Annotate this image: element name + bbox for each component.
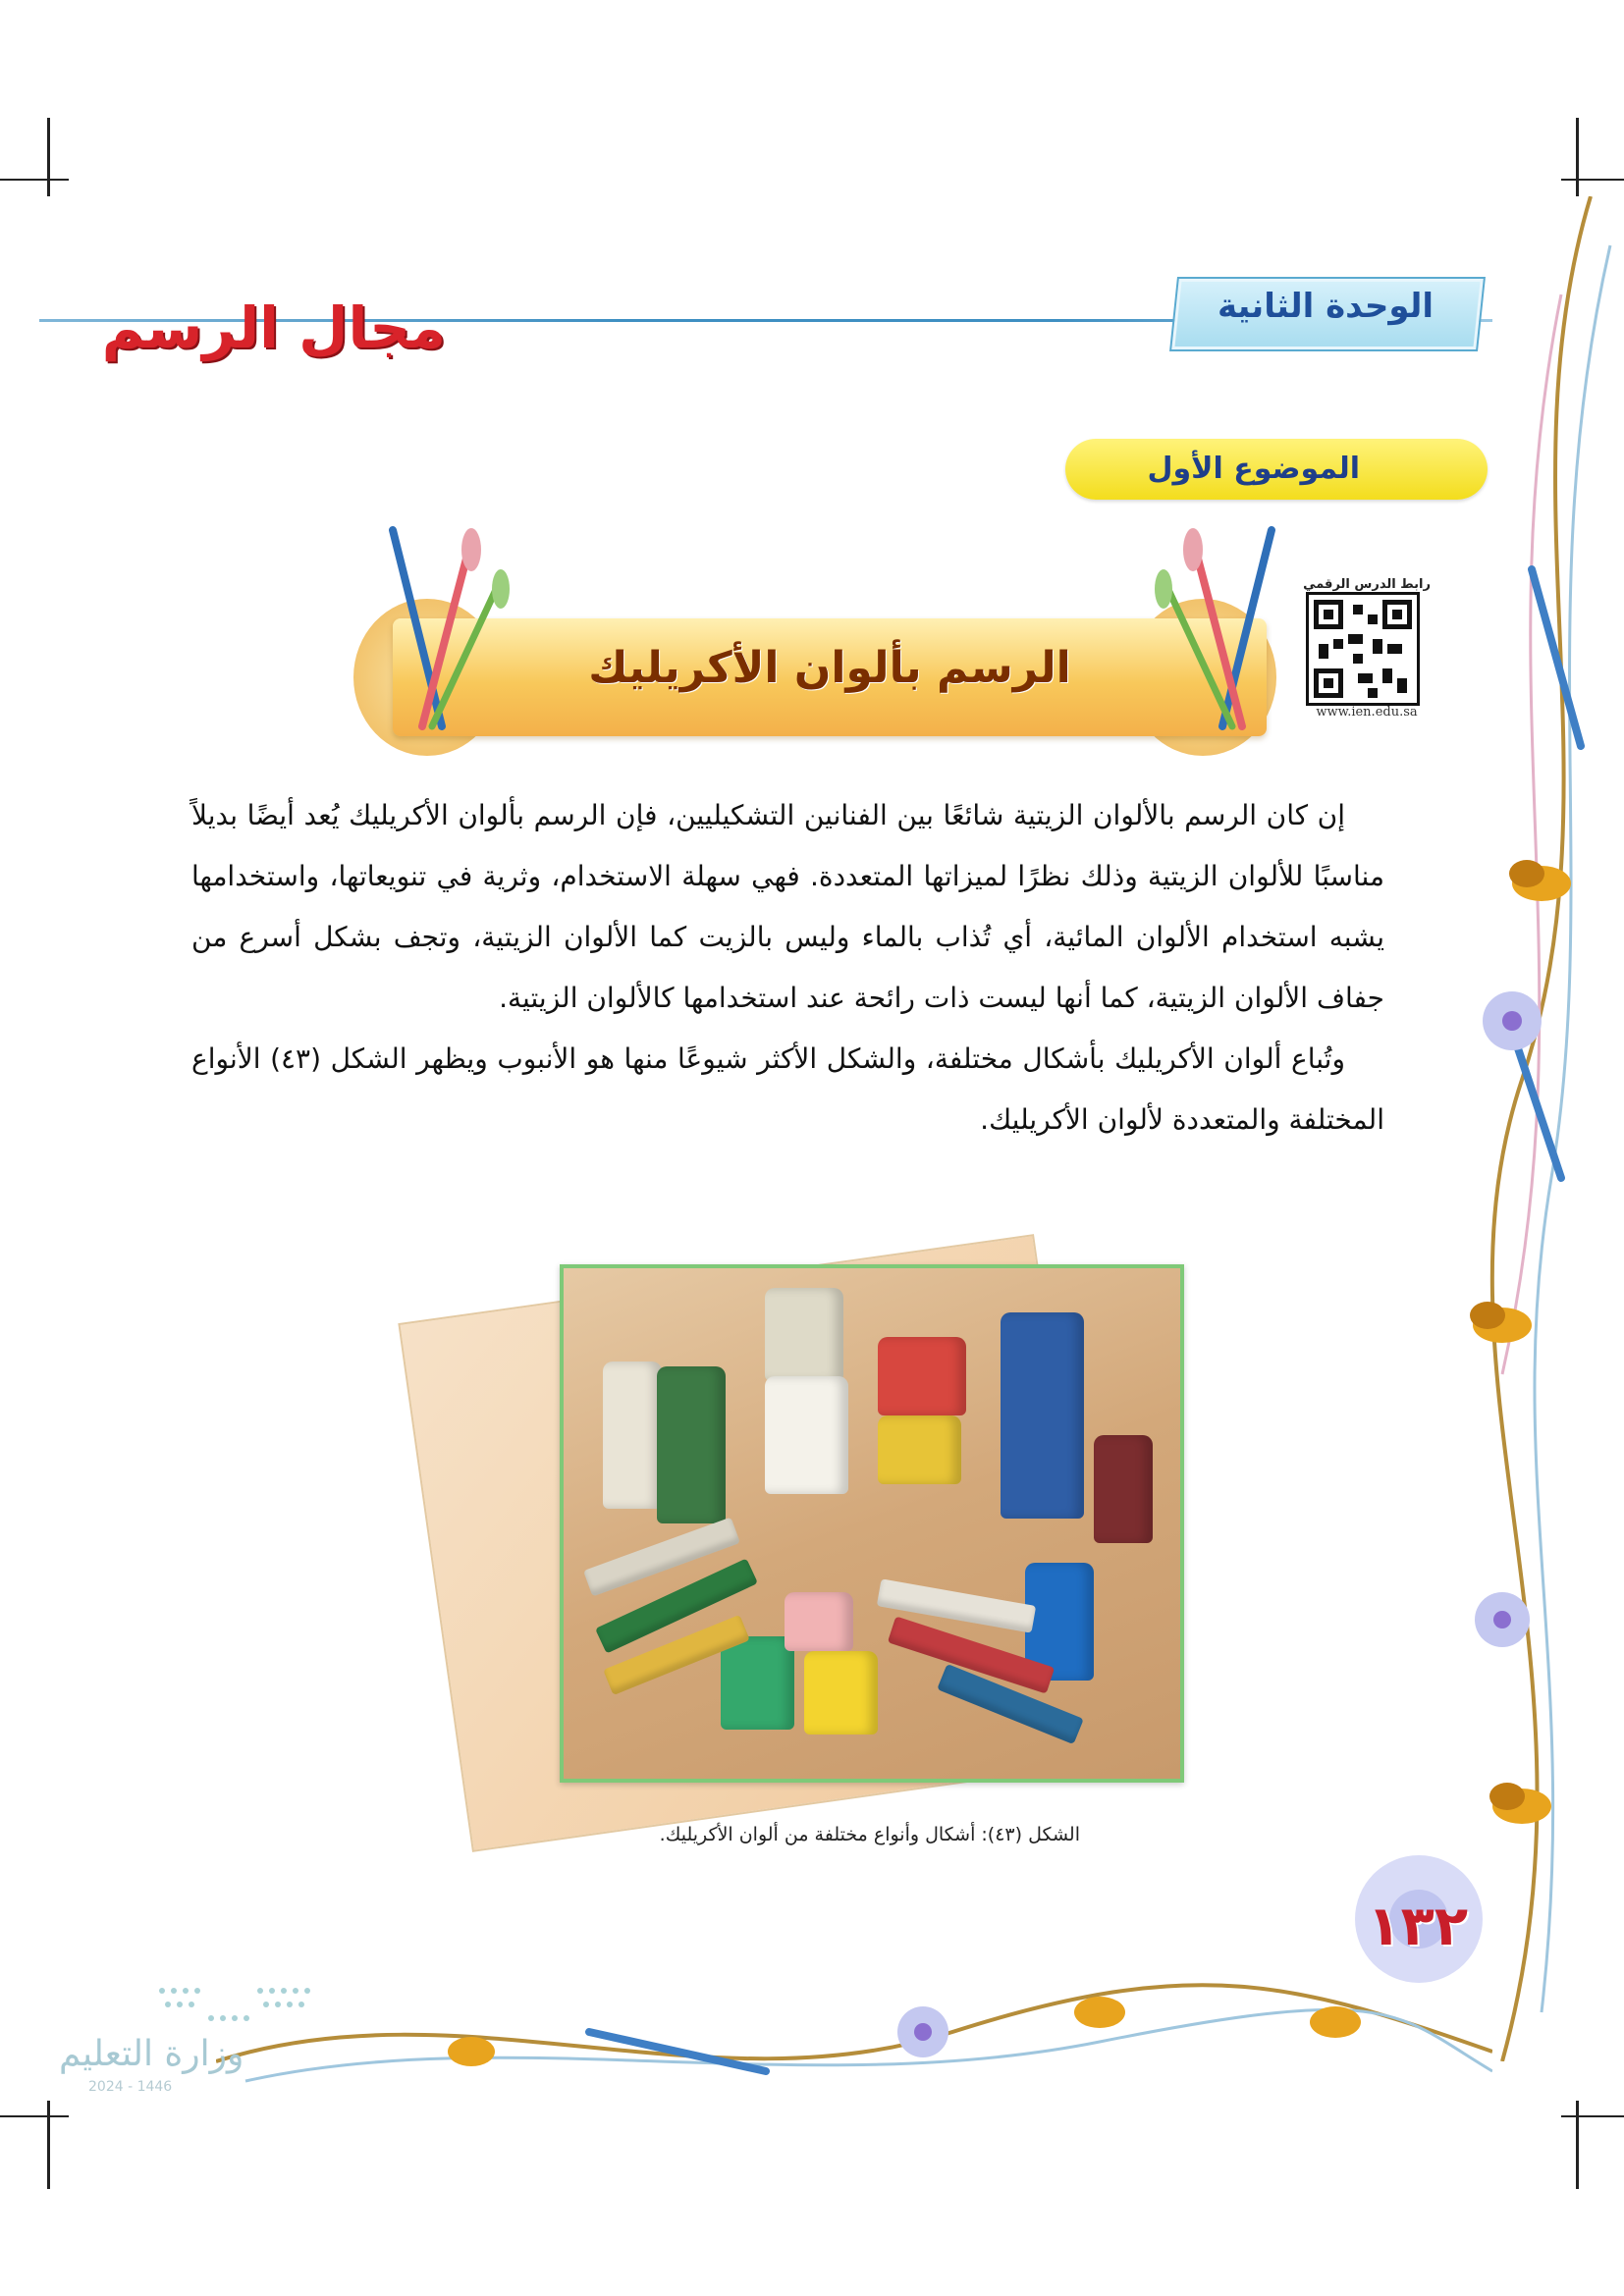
flower-icon bbox=[1475, 1592, 1530, 1647]
decorative-border-bottom bbox=[216, 1944, 1492, 2120]
figure-caption: الشكل (٤٣): أشكال وأنواع مختلفة من ألوان الأكريليك. bbox=[659, 1824, 1080, 1845]
body-text bbox=[191, 785, 1384, 1150]
crop-mark bbox=[1561, 2115, 1624, 2117]
crop-mark bbox=[1561, 179, 1624, 181]
butterfly-icon bbox=[1310, 2006, 1361, 2038]
ministry-name: وزارة التعليم bbox=[59, 2034, 244, 2074]
ministry-year: 2024 - 1446 bbox=[88, 2079, 173, 2095]
lesson-title: الرسم بألوان الأكريليك bbox=[588, 643, 1071, 693]
crop-mark bbox=[47, 2101, 50, 2189]
flower-icon bbox=[1483, 991, 1542, 1050]
butterfly-icon bbox=[1074, 1997, 1125, 2028]
page-number: ١٣٢ bbox=[1367, 1895, 1468, 1958]
flower-icon bbox=[897, 2006, 948, 2057]
field-title: مجال الرسم bbox=[101, 294, 446, 361]
brush-icon bbox=[393, 528, 510, 726]
butterfly-icon bbox=[448, 2037, 495, 2066]
crop-mark bbox=[1576, 2101, 1579, 2189]
brushes-left-icon bbox=[363, 520, 520, 736]
decorative-border-right bbox=[1443, 196, 1624, 2061]
topic-label: الموضوع الأول bbox=[1147, 452, 1360, 486]
qr-url: www.ien.edu.sa bbox=[1316, 705, 1418, 720]
qr-code-icon[interactable] bbox=[1306, 592, 1420, 706]
qr-label: رابط الدرس الرقمي bbox=[1303, 577, 1431, 592]
crop-mark bbox=[0, 2115, 69, 2117]
acrylic-paints-photo bbox=[560, 1264, 1184, 1783]
paragraph-2: وتُباع ألوان الأكريليك بأشكال مختلفة، والشكل الأكثر شيوعًا منها هو الأنبوب ويظهر الشكل (٤٣) الأنواع المختلفة والمتعددة لألوان الأكريليك. bbox=[191, 1042, 1384, 1136]
unit-label: الوحدة الثانية bbox=[1217, 287, 1435, 326]
brushes-right-icon bbox=[1144, 520, 1301, 736]
crop-mark bbox=[47, 118, 50, 196]
paragraph-1: إن كان الرسم بالألوان الزيتية شائعًا بين الفنانين التشكيليين، فإن الرسم بألوان الأكريليك يُعد أيضًا بديلاً مناسبًا للألوان الزيتية وذلك نظرًا لميزاتها المتعددة. فهي سهلة الاستخدام، وثرية في تنويعاتها، واستخدامها يشبه استخدام الألوان المائية، أي تُذاب بالماء وليس بالزيت كما الألوان الزيتية، وتجف بشكل أسرع من جفاف الألوان الزيتية، كما أنها ليست ذات رائحة عند استخدامها كالألوان الزيتية. bbox=[191, 799, 1384, 1014]
crop-mark bbox=[1576, 118, 1579, 196]
ministry-logo-icon bbox=[152, 1981, 319, 2030]
crop-mark bbox=[0, 179, 69, 181]
butterfly-icon bbox=[1470, 1302, 1532, 1343]
butterfly-icon bbox=[1489, 1783, 1551, 1824]
